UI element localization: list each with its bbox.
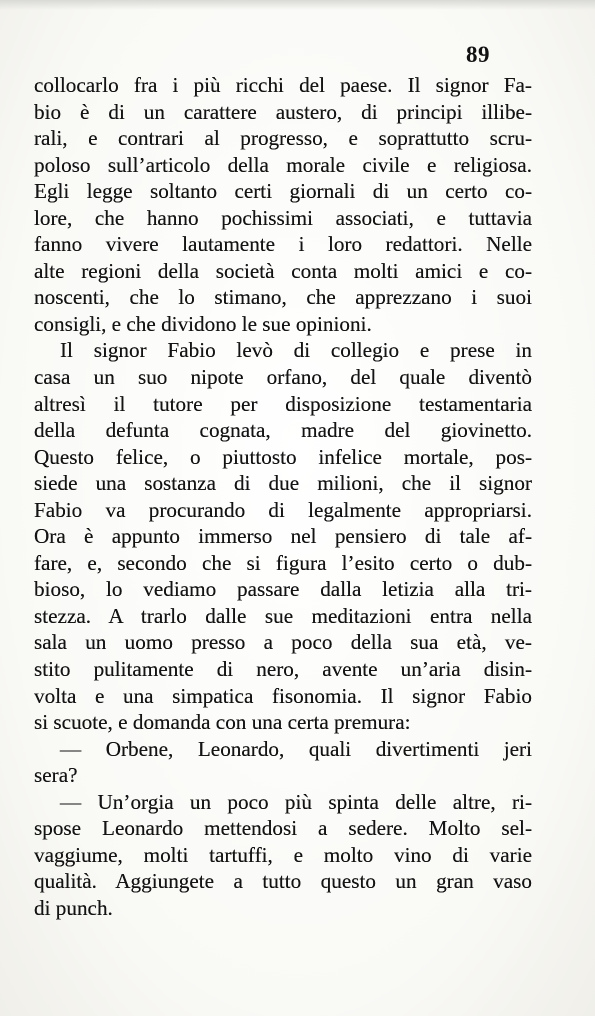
- text-line: di punch.: [34, 895, 113, 920]
- text-line: altresì il tutore per disposizione testamentaria: [34, 391, 532, 416]
- text-line: vaggiume, molti tartuffi, e molto vino di varie: [34, 842, 532, 867]
- text-line: consigli, e che dividono le sue opinioni.: [34, 311, 372, 336]
- text-line: rali, e contrari al progresso, e soprattutto scru-: [34, 126, 532, 151]
- text-line: collocarlo fra i più ricchi del paese. Il signor Fa-: [34, 73, 532, 97]
- text-line: Questo felice, o piuttosto infelice mortale, pos-: [34, 444, 532, 469]
- text-line: Fabio va procurando di legalmente appropriarsi.: [34, 497, 532, 522]
- text-line: bioso, lo vediamo passare dalla letizia alla tri-: [34, 577, 532, 602]
- text-line: sala un uomo presso a poco della sua età, ve-: [34, 630, 532, 655]
- text-line: sera?: [34, 763, 78, 788]
- text-line: fanno vivere lautamente i loro redattori. Nelle: [34, 232, 532, 257]
- text-line: lore, che hanno pochissimi associati, e tuttavia: [34, 205, 532, 230]
- text-line: bio è di un carattere austero, di principi illibe-: [34, 99, 532, 124]
- text-line: alte regioni della società conta molti amici e co-: [34, 258, 532, 283]
- text-line: si scuote, e domanda con una certa premura:: [34, 710, 411, 735]
- text-line: — Orbene, Leonardo, quali divertimenti jeri: [60, 736, 532, 761]
- text-line: Egli legge soltanto certi giornali di un certo co-: [34, 179, 532, 204]
- text-line: volta e una simpatica fisonomia. Il signor Fabio: [34, 683, 532, 708]
- text-line: casa un suo nipote orfano, del quale diventò: [34, 365, 532, 390]
- text-line: qualità. Aggiungete a tutto questo un gran vaso: [34, 869, 532, 894]
- text-line: noscenti, che lo stimano, che apprezzano i suoi: [34, 285, 532, 310]
- text-line: — Un’orgia un poco più spinta delle altre, ri-: [60, 789, 532, 814]
- text-line: Il signor Fabio levò di collegio e prese in: [60, 338, 532, 363]
- text-line: stito pulitamente di nero, avente un’aria disin-: [34, 657, 532, 682]
- body-text: [34, 72, 532, 922]
- text-line: spose Leonardo mettendosi a sedere. Molto sel-: [34, 816, 532, 841]
- text-line: della defunta cognata, madre del giovinetto.: [34, 418, 532, 443]
- page-top-edge: [0, 0, 595, 10]
- text-line: siede una sostanza di due milioni, che il signor: [34, 471, 532, 496]
- text-line: fare, e, secondo che si figura l’esito certo o dub-: [34, 550, 532, 575]
- text-line: Ora è appunto immerso nel pensiero di tale af-: [34, 524, 532, 549]
- text-line: stezza. A trarlo dalle sue meditazioni entra nella: [34, 603, 532, 628]
- page-number: 89: [466, 42, 490, 67]
- text-line: poloso sull’articolo della morale civile e religiosa.: [34, 152, 532, 177]
